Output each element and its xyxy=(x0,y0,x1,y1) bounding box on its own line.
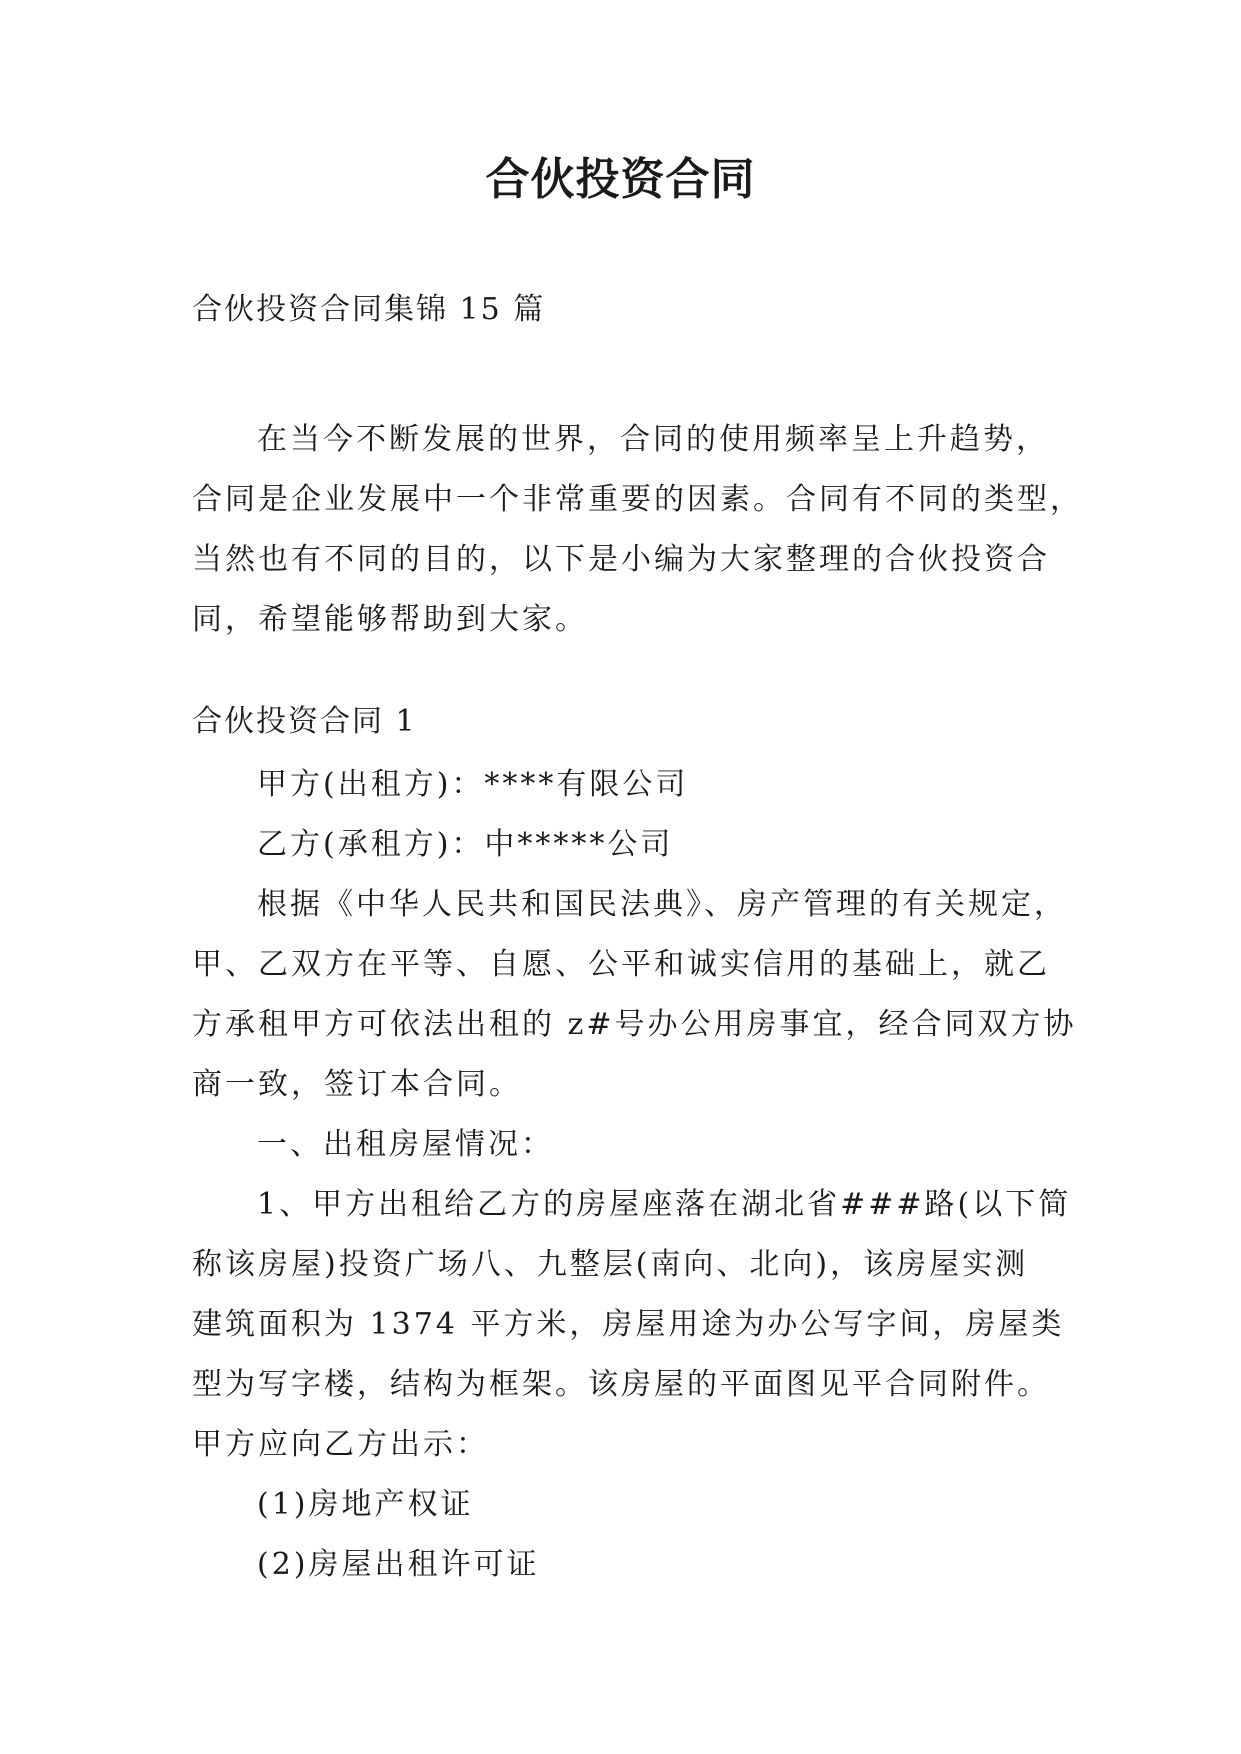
intro-paragraph xyxy=(192,410,1083,650)
body-line: 甲、乙双方在平等、自愿、公平和诚实信用的基础上，就乙 xyxy=(192,947,1050,982)
body-line: (1)房地产权证 xyxy=(257,1487,474,1522)
document-title: 合伙投资合同 xyxy=(485,154,756,205)
body-line: 称该房屋)投资广场八、九整层(南向、北向)，该房屋实测 xyxy=(192,1247,1029,1282)
section-heading: 合伙投资合同 1 xyxy=(192,704,417,739)
body-line: 商一致，签订本合同。 xyxy=(192,1067,522,1102)
intro-line: 当然也有不同的目的，以下是小编为大家整理的合伙投资合 xyxy=(192,542,1050,577)
intro-line: 合同是企业发展中一个非常重要的因素。合同有不同的类型， xyxy=(192,482,1083,517)
intro-line: 同，希望能够帮助到大家。 xyxy=(192,602,588,637)
body-line: 方承租甲方可依法出租的 z#号办公用房事宜，经合同双方协 xyxy=(192,1007,1077,1042)
body-line: 一、出租房屋情况： xyxy=(257,1127,554,1162)
body-line: (2)房屋出租许可证 xyxy=(257,1547,540,1582)
intro-line: 在当今不断发展的世界，合同的使用频率呈上升趋势， xyxy=(257,422,1049,457)
body-line: 1、甲方出租给乙方的房屋座落在湖北省###路(以下简 xyxy=(257,1187,1072,1222)
body-line: 乙方(承租方)：中*****公司 xyxy=(257,827,674,862)
document-subtitle: 合伙投资合同集锦 15 篇 xyxy=(192,292,546,327)
body-line: 型为写字楼，结构为框架。该房屋的平面图见平合同附件。 xyxy=(192,1367,1050,1402)
body-line: 甲方(出租方)：****有限公司 xyxy=(257,767,689,802)
body-line: 甲方应向乙方出示： xyxy=(192,1427,489,1462)
body-line: 建筑面积为 1374 平方米，房屋用途为办公写字间，房屋类 xyxy=(192,1307,1065,1342)
body-line: 根据《中华人民共和国民法典》、房产管理的有关规定， xyxy=(257,887,1067,922)
contract-body xyxy=(192,755,1077,1595)
